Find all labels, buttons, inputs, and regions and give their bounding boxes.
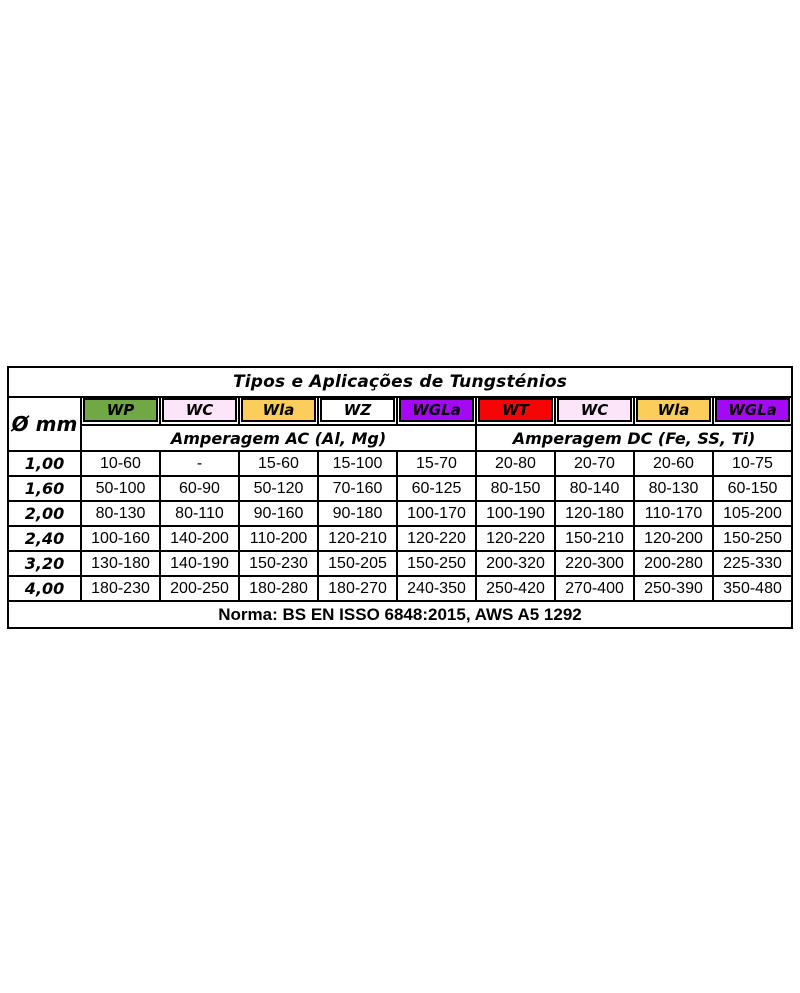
type-color-box: WT — [478, 398, 553, 422]
type-header-cell-wc-6 — [555, 397, 634, 425]
type-color-box: WGLa — [715, 398, 790, 422]
tungsten-types-table — [7, 366, 793, 629]
amperage-value-cell: 80-130 — [634, 476, 713, 501]
amperage-value-cell: 15-70 — [397, 451, 476, 476]
type-color-box: Wla — [636, 398, 711, 422]
amperage-value-cell: 10-75 — [713, 451, 792, 476]
diameter-cell: 3,20 — [8, 551, 81, 576]
amperage-value-cell: 140-200 — [160, 526, 239, 551]
type-header-cell-wc-1 — [160, 397, 239, 425]
amperage-value-cell: 105-200 — [713, 501, 792, 526]
amperage-value-cell: 70-160 — [318, 476, 397, 501]
diameter-cell: 2,00 — [8, 501, 81, 526]
amperage-value-cell: 150-210 — [555, 526, 634, 551]
norm-reference: Norma: BS EN ISSO 6848:2015, AWS A5 1292 — [8, 601, 792, 628]
data-row-1-00 — [8, 451, 792, 476]
amperage-value-cell: 150-230 — [239, 551, 318, 576]
amperage-header-row — [8, 425, 792, 451]
amperage-value-cell: 20-60 — [634, 451, 713, 476]
amperage-value-cell: 150-250 — [713, 526, 792, 551]
amperage-value-cell: 120-220 — [397, 526, 476, 551]
amperage-value-cell: 90-160 — [239, 501, 318, 526]
amperage-ac-header: Amperagem AC (Al, Mg) — [81, 425, 476, 451]
type-header-cell-wgla-4 — [397, 397, 476, 425]
type-header-cell-wgla-8 — [713, 397, 792, 425]
amperage-value-cell: 240-350 — [397, 576, 476, 601]
amperage-value-cell: 270-400 — [555, 576, 634, 601]
amperage-value-cell: 60-150 — [713, 476, 792, 501]
amperage-value-cell: 180-270 — [318, 576, 397, 601]
amperage-value-cell: 130-180 — [81, 551, 160, 576]
amperage-value-cell: 10-60 — [81, 451, 160, 476]
amperage-value-cell: 110-200 — [239, 526, 318, 551]
amperage-value-cell: 200-280 — [634, 551, 713, 576]
amperage-value-cell: 180-230 — [81, 576, 160, 601]
type-header-cell-wz-3 — [318, 397, 397, 425]
amperage-value-cell: 60-125 — [397, 476, 476, 501]
data-row-2-40 — [8, 526, 792, 551]
type-color-box: Wla — [241, 398, 316, 422]
title-row — [8, 367, 792, 397]
amperage-value-cell: 200-250 — [160, 576, 239, 601]
diameter-cell: 2,40 — [8, 526, 81, 551]
amperage-value-cell: 80-130 — [81, 501, 160, 526]
amperage-value-cell: - — [160, 451, 239, 476]
amperage-value-cell: 225-330 — [713, 551, 792, 576]
amperage-value-cell: 20-80 — [476, 451, 555, 476]
amperage-value-cell: 80-140 — [555, 476, 634, 501]
tungsten-table-container — [7, 366, 793, 629]
amperage-value-cell: 15-100 — [318, 451, 397, 476]
type-header-cell-wla-7 — [634, 397, 713, 425]
diameter-cell: 4,00 — [8, 576, 81, 601]
amperage-value-cell: 120-200 — [634, 526, 713, 551]
data-row-4-00 — [8, 576, 792, 601]
amperage-value-cell: 150-250 — [397, 551, 476, 576]
amperage-value-cell: 20-70 — [555, 451, 634, 476]
type-header-cell-wla-2 — [239, 397, 318, 425]
diameter-cell: 1,00 — [8, 451, 81, 476]
table-title: Tipos e Aplicações de Tungsténios — [8, 367, 792, 397]
type-header-cell-wp-0 — [81, 397, 160, 425]
amperage-value-cell: 180-280 — [239, 576, 318, 601]
footer-row — [8, 601, 792, 628]
data-row-2-00 — [8, 501, 792, 526]
amperage-value-cell: 50-120 — [239, 476, 318, 501]
amperage-value-cell: 250-390 — [634, 576, 713, 601]
amperage-value-cell: 120-180 — [555, 501, 634, 526]
data-row-3-20 — [8, 551, 792, 576]
amperage-value-cell: 100-190 — [476, 501, 555, 526]
amperage-value-cell: 110-170 — [634, 501, 713, 526]
amperage-value-cell: 60-90 — [160, 476, 239, 501]
amperage-value-cell: 200-320 — [476, 551, 555, 576]
data-row-1-60 — [8, 476, 792, 501]
diameter-cell: 1,60 — [8, 476, 81, 501]
amperage-value-cell: 80-150 — [476, 476, 555, 501]
type-color-box: WZ — [320, 398, 395, 422]
type-color-box: WGLa — [399, 398, 474, 422]
amperage-value-cell: 80-110 — [160, 501, 239, 526]
amperage-value-cell: 100-160 — [81, 526, 160, 551]
amperage-value-cell: 120-220 — [476, 526, 555, 551]
type-color-box: WC — [162, 398, 237, 422]
amperage-value-cell: 50-100 — [81, 476, 160, 501]
amperage-value-cell: 220-300 — [555, 551, 634, 576]
amperage-dc-header: Amperagem DC (Fe, SS, Ti) — [476, 425, 792, 451]
type-color-box: WC — [557, 398, 632, 422]
amperage-value-cell: 250-420 — [476, 576, 555, 601]
type-color-box: WP — [83, 398, 158, 422]
amperage-value-cell: 15-60 — [239, 451, 318, 476]
amperage-value-cell: 140-190 — [160, 551, 239, 576]
amperage-value-cell: 150-205 — [318, 551, 397, 576]
amperage-value-cell: 120-210 — [318, 526, 397, 551]
diameter-column-header: Ø mm — [8, 397, 81, 451]
type-header-cell-wt-5 — [476, 397, 555, 425]
electrode-type-header-row — [8, 397, 792, 425]
amperage-value-cell: 90-180 — [318, 501, 397, 526]
amperage-value-cell: 100-170 — [397, 501, 476, 526]
amperage-value-cell: 350-480 — [713, 576, 792, 601]
